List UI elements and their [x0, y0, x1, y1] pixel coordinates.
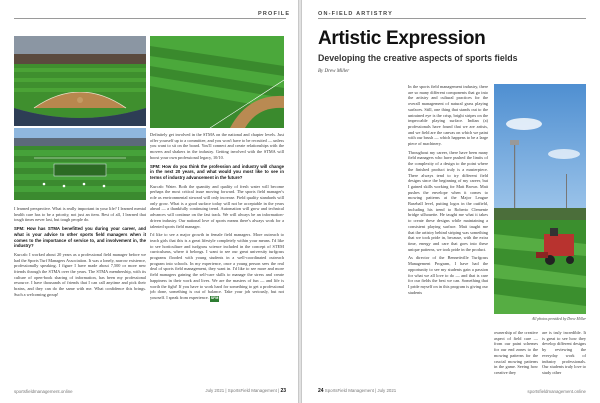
question-paragraph: SFM: How has STMA benefitted you during your career, and what is your advice to other sports field managers when it comes to the importance of service to, and involvement in, the industry?: [14, 226, 146, 249]
right-footer: [318, 388, 586, 394]
footer-site[interactable]: sportsfieldmanagement.online: [14, 388, 73, 394]
paragraph: are is truly incredible. It is great to see how they develop different designs by reviewing the everyday work of industry professionals. Our students truly love to study other: [542, 330, 586, 375]
byline: By Drew Miller: [318, 69, 350, 74]
question-paragraph: SFM: How do you think the profession and industry will change in the next 20 years, and what would you most like to see in terms of industry advancement in the future?: [150, 163, 284, 180]
paragraph: In the sports field management industry, there are so many different components that go into the artistry and cultural practices for the overall management of natural grass playing surfaces. Still, one thing that stands out to the untrained eye is the crisp, bright stripes on the impeccable playing surface. Indian (a) professionals have found that we are artists, and we field are the canvas on which we paint with our brush — which happens to be a large piece of machinery.: [408, 84, 488, 147]
section-label: PROFILE: [258, 11, 291, 17]
paragraph: ownership of the creative aspect of field care — from our paint schemes for our end zones to the mowing patterns for the crucial mowing patterns in the game. Seeing how creative they: [494, 330, 538, 375]
paragraph: Throughout my career, there have been many field managers who have pushed the limits of the complexity of a design to the point where the finished product truly is a masterpiece. There always tend to try different field designs since the beginning of my career, but I gained skills working for Matt Brown. Matt pushes the envelope when it comes to mowing patterns at the Major League Baseball level, putting logos in the outfield, including his trend to Roberto Clemente bridge silhouette. He taught me what it takes to create these designs while maintaining a consistent playing surface. Matt taught me that the artistry behind striping was something that we took pride in, because, with the extra time, energy and care that goes into these unique patterns, we took pride in the product.: [408, 149, 488, 252]
left-page: [0, 0, 298, 403]
right-text-column-1: [408, 84, 488, 380]
left-footer: [14, 388, 286, 394]
paragraph: Definitely get involved in the STMA on the national and chapter levels. Just offer yourself up to a committee, and you won't have to be recruited — unless you want to sit on the board. You'll connect and create relationships with the movers and shakers in the industry. Getting involved with the STMA will boost your own professional legacy, 10/10.: [150, 132, 284, 160]
stadium-aerial-photo: [14, 36, 146, 126]
paragraph: [150, 232, 284, 301]
soccer-field-photo: [14, 128, 146, 200]
footer-issue: July 2021 | SportsField Management |: [205, 388, 280, 393]
baseball-field-photo: [150, 36, 284, 128]
left-text-column-1: [14, 206, 146, 378]
article-title: Artistic Expression: [318, 28, 486, 49]
photo-caption: All photos provided by Drew Miller: [531, 317, 586, 321]
paragraph: As director of the Bennettville Turfgrass Management Program, I have had the opportunity to see my students gain a passion for what we all love to do — and that is care for our fields the best we can. Something that I pride myself on in this program is giving our students: [408, 255, 488, 295]
left-text-column-2: [150, 132, 284, 378]
footer-issue: SportsField Management | July 2021: [324, 388, 397, 393]
section-rule: [318, 18, 586, 19]
right-text-column-3: [542, 330, 586, 380]
paragraph: I learned perspective. What is really important in your life? I learned mental health care has to be a priority, not just an item. Best of all, I learned that tough times never last, but tough people do.: [14, 206, 146, 223]
right-page: [302, 0, 600, 403]
paragraph: Kurcab: Water. Both the quantity and quality of fresh water will become perhaps the most critical issue moving forward. The sports field manager's role as environmental steward will only increase. Field quality standards will only grow. What is a good surface today will not be acceptable in the years ahead — a thankfully continuing trend. Automation will grow and technical advances will continue on the fast track. We will always be an information-driven industry. Our national love of sports means there's always work for a talented sports field manager.: [150, 183, 284, 229]
end-mark: SFM: [210, 295, 219, 300]
section-label: ON-FIELD ARTISTRY: [318, 11, 393, 17]
paragraph-text: I'd like to see a major growth in female field managers. More outreach to teach girls that this is a great lifestyle completely within your means. I'd like to see horticulture and turfgrass science included in the concept of STEM curriculums, where it belongs. I want to see our great university turfgrass programs flooded with young students in a well-coordinated outreach program into schools. In my experience, once a young person sees the real deal of sports field management, they want in. I'd like to see more and more field managers gaining the self-care skills to manage the stress and create happiness in their work and lives. We are the masters of fun — and life is worth the fight! If you have to work hard for something to get a professional job done, something is out of balance. Take your job seriously, but not yourself. I speak from experience.: [150, 232, 284, 300]
section-rule: [14, 18, 286, 19]
page-number: 23: [280, 388, 286, 394]
page-number: 24: [318, 388, 324, 394]
paragraph: Kurcab: I worked about 20 years as a professional field manager before we had the Sports Turf Managers Association. It was a lonely, narrow existence, professionally speaking. I figure I have made about 7,500 or more new friends through the STMA over the years. The STMA membership, with its culture of open-book sharing of information, has been my professional resource. I have thousands of friends that I can call anytime and pick their brains, and they can do the same with me. What confidence this brings. Such a welcoming group!: [14, 251, 146, 297]
article-subtitle: Developing the creative aspects of sports fields: [318, 53, 518, 63]
mower-photo: [494, 84, 586, 314]
footer-site[interactable]: sportsfieldmanagement.online: [527, 388, 586, 394]
right-text-column-2: [494, 330, 538, 380]
